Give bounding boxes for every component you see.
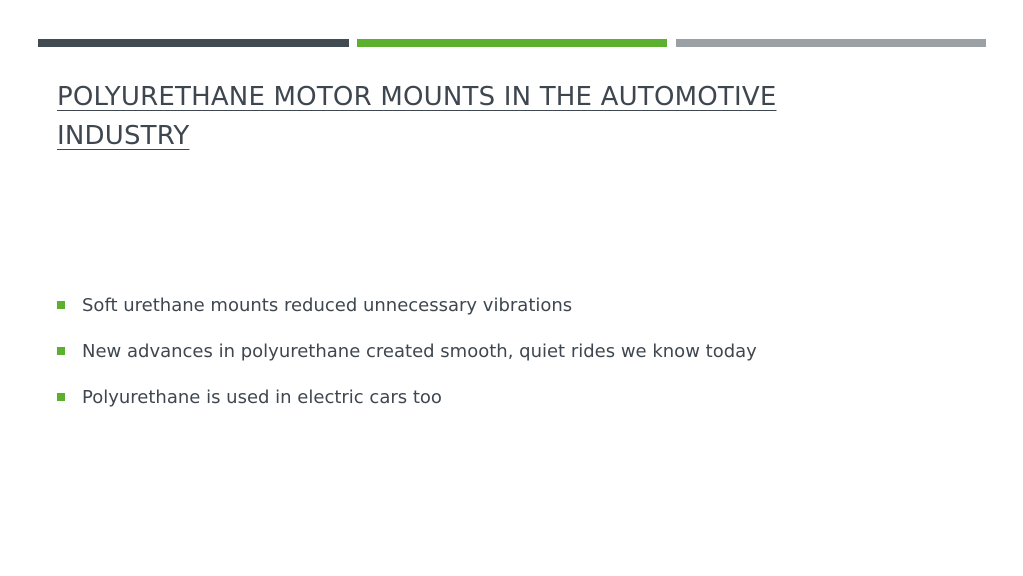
bullet-item bbox=[57, 336, 757, 366]
square-bullet-icon bbox=[57, 347, 65, 355]
bullet-list bbox=[57, 290, 757, 428]
accent-bar-gray bbox=[676, 39, 986, 47]
square-bullet-icon bbox=[57, 301, 65, 309]
bullet-text: New advances in polyurethane created smooth, quiet rides we know today bbox=[82, 340, 757, 362]
accent-bar-dark bbox=[38, 39, 349, 47]
slide-title: POLYURETHANE MOTOR MOUNTS IN THE AUTOMOTIVE INDUSTRY bbox=[57, 82, 777, 151]
bullet-text: Polyurethane is used in electric cars too bbox=[82, 386, 442, 408]
square-bullet-icon bbox=[57, 393, 65, 401]
bullet-item bbox=[57, 290, 757, 320]
header-accent-bars bbox=[38, 39, 986, 47]
accent-bar-green bbox=[357, 39, 667, 47]
bullet-text: Soft urethane mounts reduced unnecessary vibrations bbox=[82, 294, 573, 316]
bullet-item bbox=[57, 382, 757, 412]
